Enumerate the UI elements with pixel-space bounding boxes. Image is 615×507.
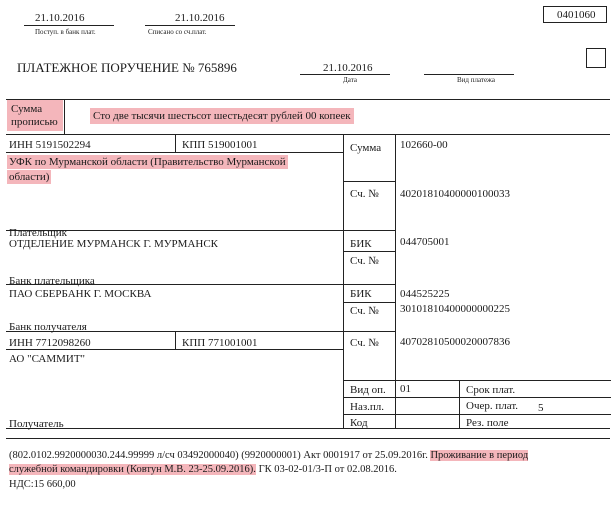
- purpose-code-label: Наз.пл.: [350, 401, 385, 413]
- divider: [6, 152, 343, 153]
- divider: [64, 100, 65, 134]
- caption-received: Поступ. в банк плат.: [35, 28, 96, 36]
- payer-account: 40201810400000100033: [400, 188, 510, 200]
- bik-label: БИК: [350, 238, 372, 250]
- reserve-field-label: Рез. поле: [466, 417, 509, 429]
- divider: [300, 74, 390, 75]
- divider: [145, 25, 235, 26]
- divider: [343, 302, 395, 303]
- caption-date: Дата: [343, 76, 357, 84]
- operation-type-value: 01: [400, 383, 411, 395]
- account-label: Сч. №: [350, 305, 379, 317]
- divider: [6, 438, 610, 439]
- purpose-highlight: служебной командировки (Ковтун М.В. 23-25.09.2016).: [9, 464, 256, 475]
- bik-label: БИК: [350, 288, 372, 300]
- payer-bik: 044705001: [400, 236, 450, 248]
- operation-type-label: Вид оп.: [350, 384, 386, 396]
- divider: [24, 25, 114, 26]
- purpose-line-2: [9, 464, 397, 476]
- page-title: ПЛАТЕЖНОЕ ПОРУЧЕНИЕ № 765896: [17, 60, 237, 75]
- divider: [395, 134, 396, 428]
- caption-payment-type: Вид платежа: [457, 76, 496, 84]
- recipient-bank: ПАО СБЕРБАНК Г. МОСКВА: [9, 288, 152, 300]
- purpose-line-2-text: ГК 03-02-01/3-П от 02.08.2016.: [258, 464, 397, 475]
- vat-amount: НДС:15 660,00: [9, 479, 76, 490]
- payment-priority-label: Очер. плат.: [466, 400, 519, 412]
- correspondent-account: 30101810400000000225: [400, 303, 510, 315]
- code-label: Код: [350, 417, 368, 429]
- recipient-kpp: КПП 771001001: [182, 337, 258, 349]
- sum-value: 102660-00: [400, 139, 448, 151]
- divider: [175, 331, 176, 349]
- recipient-bik: 044525225: [400, 288, 450, 300]
- account-label: Сч. №: [350, 337, 379, 349]
- sum-label: Сумма: [350, 142, 382, 154]
- purpose-line-1-text: (802.0102.9920000030.244.99999 л/сч 03492000040) (9920000001) Акт 0001917 от 25.09.2016г.: [9, 450, 428, 461]
- divider: [343, 181, 395, 182]
- payment-priority-value: 5: [538, 402, 544, 414]
- recipient-account: 40702810500020007836: [400, 336, 510, 348]
- account-label: Сч. №: [350, 188, 379, 200]
- divider: [343, 397, 611, 398]
- payment-term-label: Срок плат.: [466, 384, 516, 396]
- form-code-box: [543, 6, 607, 23]
- account-label: Сч. №: [350, 255, 379, 267]
- form-code: 0401060: [557, 9, 596, 21]
- divider: [424, 74, 514, 75]
- amount-words-label: прописью: [11, 116, 58, 128]
- payer-bank-label: Банк плательщика: [9, 275, 95, 287]
- doc-date: 21.10.2016: [323, 62, 373, 74]
- recipient-bank-label: Банк получателя: [9, 321, 87, 333]
- payer-name: области): [9, 171, 50, 183]
- divider: [6, 349, 343, 350]
- payer-inn: ИНН 5191502294: [9, 139, 91, 151]
- divider: [343, 414, 611, 415]
- divider: [6, 428, 610, 429]
- divider: [343, 134, 344, 428]
- purpose-line-1: [9, 450, 528, 462]
- recipient-inn: ИНН 7712098260: [9, 337, 91, 349]
- divider: [175, 134, 176, 152]
- amount-words-label: Сумма: [11, 103, 43, 115]
- divider: [459, 380, 460, 428]
- divider: [343, 251, 395, 252]
- payer-label: Плательщик: [9, 227, 67, 239]
- payer-name: УФК по Мурманской области (Правительство Мурманской: [9, 156, 286, 168]
- recipient-label: Получатель: [9, 418, 64, 430]
- payer-bank: ОТДЕЛЕНИЕ МУРМАНСК Г. МУРМАНСК: [9, 238, 219, 250]
- divider: [6, 134, 610, 135]
- caption-debited: Списано со сч.плат.: [148, 28, 207, 36]
- date-received: 21.10.2016: [35, 12, 85, 24]
- date-debited: 21.10.2016: [175, 12, 225, 24]
- divider: [343, 380, 611, 381]
- recipient-name: АО "САММИТ": [9, 353, 86, 365]
- divider: [6, 99, 610, 100]
- payer-kpp: КПП 519001001: [182, 139, 258, 151]
- amount-words: Сто две тысячи шестьсот шестьдесят рублей 00 копеек: [90, 108, 354, 124]
- purpose-highlight: Проживание в период: [430, 450, 529, 461]
- stamp-box: [586, 48, 606, 68]
